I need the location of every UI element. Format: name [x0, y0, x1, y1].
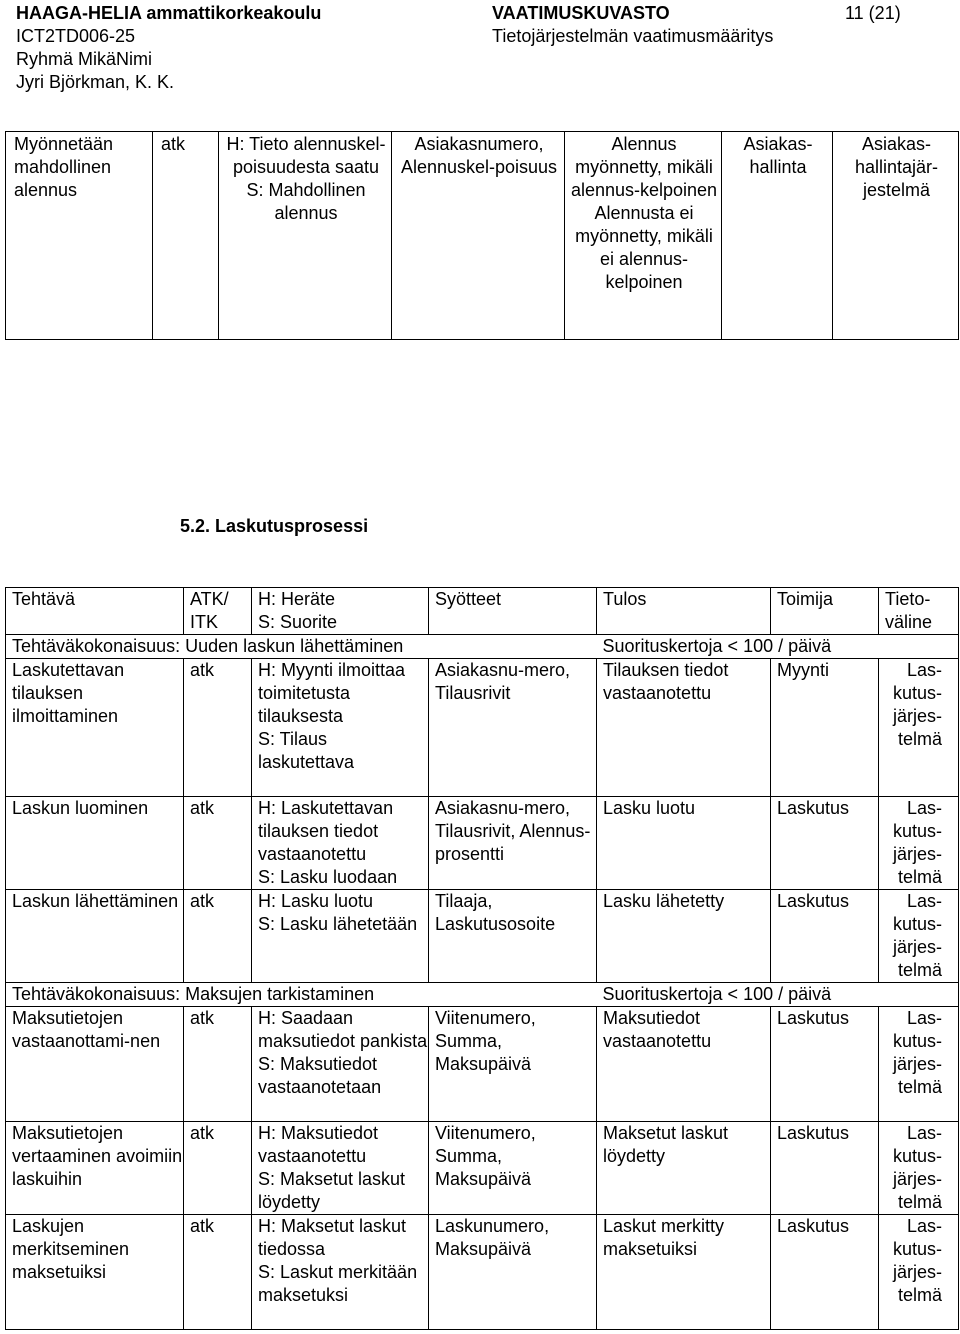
task-cell: Laskutettavan tilauksen ilmoittaminen	[6, 659, 184, 797]
trigger-cell: H: Myynti ilmoittaa toimitetusta tilauksesta S: Tilaus laskutettava	[252, 659, 429, 797]
result-cell: Tilauksen tiedot vastaanotettu	[597, 659, 771, 797]
inputs-cell: Asiakasnu-mero, Tilausrivit	[429, 659, 597, 797]
trigger-cell: H: Tieto alennuskel-poisuudesta saatu S: Mahdollinen alennus	[219, 132, 392, 340]
col-actor: Toimija	[771, 588, 879, 635]
task-cell: Laskun lähettäminen	[6, 890, 184, 983]
type-cell: atk	[184, 797, 252, 890]
result-cell: Lasku lähetetty	[597, 890, 771, 983]
actor-cell: Asiakas-hallinta	[722, 132, 833, 340]
tool-cell: Las-kutus-järjes-telmä	[879, 1215, 959, 1330]
group-perf: Suorituskertoja < 100 / päivä	[597, 635, 959, 659]
tool-cell: Las-kutus-järjes-telmä	[879, 659, 959, 797]
table-row	[6, 1215, 959, 1330]
result-cell: Alennus myönnetty, mikäli alennus-kelpoinen Alennusta ei myönnetty, mikäli ei alennus-kelpoinen	[565, 132, 722, 340]
result-cell: Lasku luotu	[597, 797, 771, 890]
school-name: HAAGA-HELIA ammattikorkeakoulu	[16, 3, 322, 23]
inputs-cell: Laskunumero, Maksupäivä	[429, 1215, 597, 1330]
actor-cell: Laskutus	[771, 1122, 879, 1215]
inputs-cell: Asiakasnu-mero, Tilausrivit, Alennus-prosentti	[429, 797, 597, 890]
task-cell: Maksutietojen vertaaminen avoimiin laskuihin	[6, 1122, 184, 1215]
page-header	[0, 0, 960, 90]
inputs-cell: Viitenumero, Summa, Maksupäivä	[429, 1122, 597, 1215]
group-title: Tehtäväkokonaisuus: Uuden laskun lähettäminen	[6, 635, 597, 659]
header-row	[6, 588, 959, 635]
col-trigger: H: Heräte S: Suorite	[252, 588, 429, 635]
table-row	[6, 890, 959, 983]
type-cell: atk	[184, 659, 252, 797]
trigger-cell: H: Lasku luotu S: Lasku lähetetään	[252, 890, 429, 983]
doc-subtitle: Tietojärjestelmän vaatimusmääritys	[492, 26, 774, 46]
header-center	[492, 2, 773, 48]
tool-cell: Las-kutus-järjes-telmä	[879, 1122, 959, 1215]
header-left	[16, 2, 321, 94]
table-row	[6, 659, 959, 797]
group-row	[6, 983, 959, 1007]
result-cell: Laskut merkitty maksetuiksi	[597, 1215, 771, 1330]
tool-cell: Las-kutus-järjes-telmä	[879, 890, 959, 983]
trigger-cell: H: Maksutiedot vastaanotettu S: Maksetut laskut löydetty	[252, 1122, 429, 1215]
actor-cell: Laskutus	[771, 1007, 879, 1122]
type-cell: atk	[184, 1122, 252, 1215]
group-name: Ryhmä MikäNimi	[16, 49, 153, 69]
actor-cell: Laskutus	[771, 890, 879, 983]
task-cell: Laskujen merkitseminen maksetuiksi	[6, 1215, 184, 1330]
section-title: 5.2. Laskutusprosessi	[180, 516, 369, 536]
table-row	[6, 1122, 959, 1215]
trigger-cell: H: Saadaan maksutiedot pankista S: Maksutiedot vastaanotetaan	[252, 1007, 429, 1122]
table-row	[6, 797, 959, 890]
col-task: Tehtävä	[6, 588, 184, 635]
col-result: Tulos	[597, 588, 771, 635]
col-type: ATK/ ITK	[184, 588, 252, 635]
actor-cell: Laskutus	[771, 1215, 879, 1330]
authors: Jyri Björkman, K. K.	[16, 72, 175, 92]
tool-cell: Las-kutus-järjes-telmä	[879, 1007, 959, 1122]
group-row	[6, 635, 959, 659]
type-cell: atk	[184, 1007, 252, 1122]
group-title: Tehtäväkokonaisuus: Maksujen tarkistaminen	[6, 983, 597, 1007]
actor-cell: Laskutus	[771, 797, 879, 890]
type-cell: atk	[184, 890, 252, 983]
process-table	[5, 587, 959, 1330]
table-row	[6, 132, 959, 340]
actor-cell: Myynti	[771, 659, 879, 797]
tool-cell: Las-kutus-järjes-telmä	[879, 797, 959, 890]
tool-cell: Asiakas-hallintajär-jestelmä	[833, 132, 959, 340]
type-cell: atk	[184, 1215, 252, 1330]
task-cell: Maksutietojen vastaanottami-nen	[6, 1007, 184, 1122]
result-cell: Maksetut laskut löydetty	[597, 1122, 771, 1215]
task-cell: Myönnetään mahdollinen alennus	[6, 132, 153, 340]
page-number: 11 (21)	[845, 3, 901, 23]
trigger-cell: H: Maksetut laskut tiedossa S: Laskut merkitään maksetuksi	[252, 1215, 429, 1330]
col-tool: Tieto-väline	[879, 588, 959, 635]
doc-title: VAATIMUSKUVASTO	[492, 3, 670, 23]
inputs-cell: Asiakasnumero, Alennuskel-poisuus	[392, 132, 565, 340]
col-inputs: Syötteet	[429, 588, 597, 635]
inputs-cell: Tilaaja, Laskutusosoite	[429, 890, 597, 983]
type-cell: atk	[153, 132, 219, 340]
trigger-cell: H: Laskutettavan tilauksen tiedot vastaanotettu S: Lasku luodaan	[252, 797, 429, 890]
discount-table	[5, 131, 959, 340]
result-cell: Maksutiedot vastaanotettu	[597, 1007, 771, 1122]
task-cell: Laskun luominen	[6, 797, 184, 890]
inputs-cell: Viitenumero, Summa, Maksupäivä	[429, 1007, 597, 1122]
group-perf: Suorituskertoja < 100 / päivä	[597, 983, 959, 1007]
table-row	[6, 1007, 959, 1122]
course-code: ICT2TD006-25	[16, 26, 136, 46]
